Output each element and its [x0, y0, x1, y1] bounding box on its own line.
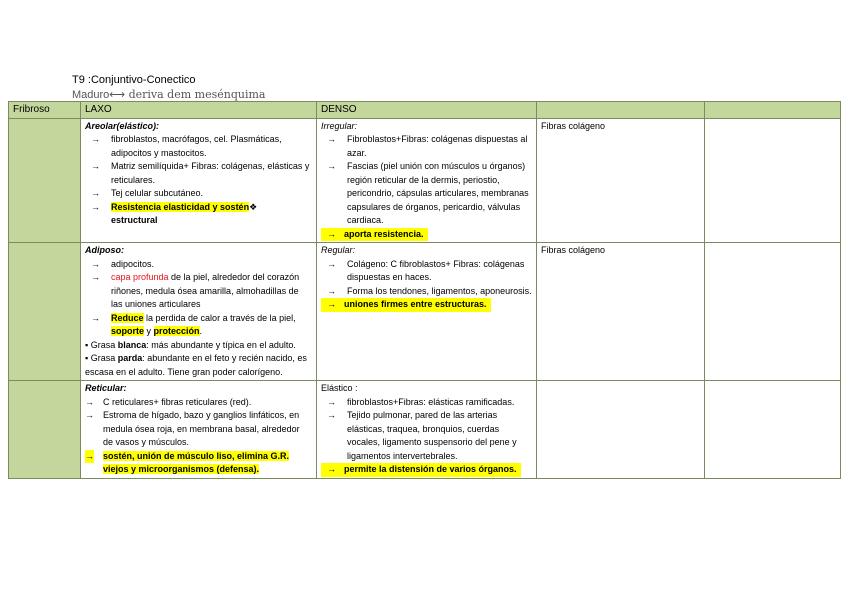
arrow-icon: →: [91, 258, 100, 269]
list-item: → fibroblastos, macrófagos, cel. Plasmáticas, adipocitos y mastocitos.: [91, 134, 282, 158]
row-label-cell: [9, 381, 81, 479]
item-list: [321, 258, 532, 299]
empty-cell: [705, 243, 841, 381]
arrow-icon: →: [327, 285, 336, 296]
highlighted-item: → uniones firmes entre estructuras.: [321, 298, 491, 312]
fiber-cell: [537, 381, 705, 479]
empty-cell: [705, 118, 841, 243]
section-heading: Areolar(elástico):: [85, 120, 160, 131]
bullet-icon: ▪: [85, 339, 89, 350]
list-item: → Estroma de hígado, bazo y ganglios linfáticos, en medula ósea roja, en membrana basal, alrededor de vasos y músculos.: [85, 410, 300, 447]
table-row: [9, 118, 841, 243]
item-list: [321, 396, 532, 464]
arrow-icon: →: [91, 272, 100, 282]
list-item: → Tejido pulmonar, pared de las arterias elásticas, traquea, bronquios, cuerdas vocales, ligamento suspensorio del pene y ligamentos intervertebrales.: [327, 410, 517, 461]
row-label-cell: [9, 118, 81, 243]
document-subtitle: [72, 88, 265, 101]
arrow-icon: →: [327, 258, 336, 269]
bullet-icon: ▪: [85, 353, 89, 363]
arrow-icon: →: [91, 161, 100, 171]
highlighted-item: → aporta resistencia.: [321, 228, 428, 242]
table-row: [9, 381, 841, 479]
denso-regular-cell: [317, 243, 537, 381]
section-heading: Reticular:: [85, 383, 127, 393]
laxo-adiposo-cell: [81, 243, 317, 381]
header-fribroso: Fribroso: [9, 102, 81, 119]
arrow-icon: →: [327, 161, 336, 171]
list-item: → capa profunda de la piel, alrededor del corazón riñones, medula ósea amarilla, almohadillas de las uniones articulares: [91, 272, 300, 309]
subtitle-maduro: Maduro⟷: [72, 89, 126, 101]
highlighted-item: → Resistencia elasticidad y sostén❖ estructural: [91, 201, 258, 225]
highlighted-item: → permite la distensión de varios órganos.: [321, 463, 521, 477]
item-list: [85, 133, 312, 228]
list-item: → adipocitos.: [85, 258, 312, 272]
section-heading: Elástico :: [321, 383, 358, 393]
section-heading: Adiposo:: [85, 245, 124, 255]
fiber-cell: Fibras colágeno: [537, 118, 705, 243]
arrow-icon: →: [91, 201, 100, 212]
list-item: → Reduce la perdida de calor a través de la piel, soporte y protección.: [91, 312, 296, 336]
header-denso: DENSO: [317, 102, 537, 119]
header-empty-1: [537, 102, 705, 119]
denso-elastico-cell: [317, 381, 537, 479]
header-laxo: LAXO: [81, 102, 317, 119]
item-list: [321, 133, 532, 228]
tissue-table: [8, 101, 841, 479]
list-item: → Fibroblastos+Fibras: colágenas dispuestas al azar.: [327, 134, 528, 158]
section-heading: Regular:: [321, 245, 356, 255]
list-item: → Fascias (piel unión con músculos u órganos) región reticular de la dermis, periostio, pericondrio, cápsulas articulares, membranas capsulares de órganos, pericardio, válvulas cardiaca.: [327, 161, 529, 225]
arrow-icon: →: [327, 299, 336, 309]
arrow-icon: →: [85, 410, 94, 420]
arrow-icon: →: [91, 134, 100, 144]
list-item: → Tej celular subcutáneo.: [85, 187, 312, 201]
list-item: → Forma los tendones, ligamentos, aponeurosis.: [321, 285, 532, 299]
arrow-icon: →: [85, 396, 94, 407]
arrow-icon: →: [327, 410, 336, 420]
list-item: → C reticulares+ fibras reticulares (red).: [85, 396, 312, 410]
laxo-reticular-cell: [81, 381, 317, 479]
section-heading: Irregular:: [321, 120, 358, 131]
arrow-icon: →: [85, 450, 94, 464]
arrow-icon: →: [327, 464, 336, 474]
arrow-icon: →: [327, 228, 336, 239]
subtitle-deriva: deriva dem mesénquima: [125, 88, 266, 101]
header-empty-2: [705, 102, 841, 119]
highlighted-item: → sostén, unión de músculo liso, elimina G.R. viejos y microorganismos (defensa).: [85, 450, 290, 474]
table-header-row: [9, 102, 841, 119]
list-item: → Colágeno: C fibroblastos+ Fibras: colágenas dispuestas en haces.: [327, 258, 525, 282]
item-list: [85, 258, 312, 339]
empty-cell: [705, 381, 841, 479]
list-item: → fibroblastos+Fibras: elásticas ramificadas.: [321, 396, 532, 410]
document-title: T9 :Conjuntivo-Conectico: [72, 74, 196, 86]
bullet-item: ▪ Grasa blanca: más abundante y típica en el adulto.: [85, 339, 296, 350]
arrow-icon: →: [327, 134, 336, 144]
arrow-icon: →: [327, 396, 336, 407]
diamond-icon: ❖: [249, 201, 258, 212]
denso-irregular-cell: [317, 118, 537, 243]
bullet-item: ▪ Grasa parda: abundante en el feto y recién nacido, es escasa en el adulto. Tiene gran poder calorígeno.: [85, 353, 307, 377]
arrow-icon: →: [91, 312, 100, 323]
arrow-icon: →: [91, 188, 100, 198]
laxo-areolar-cell: [81, 118, 317, 243]
row-label-cell: [9, 243, 81, 381]
table-row: [9, 243, 841, 381]
fiber-cell: Fibras colágeno: [537, 243, 705, 381]
list-item: → Matriz semilíquida+ Fibras: colágenas, elásticas y reticulares.: [91, 161, 310, 185]
item-list: [85, 396, 312, 477]
